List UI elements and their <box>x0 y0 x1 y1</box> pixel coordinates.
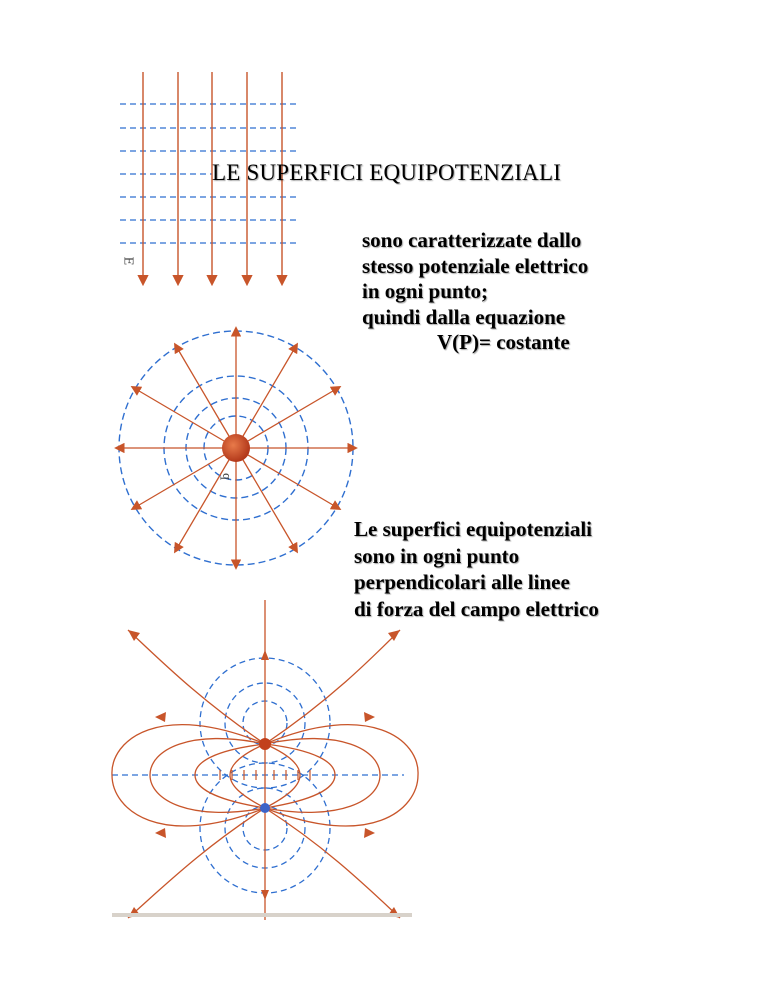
dipole-diagram <box>112 600 418 920</box>
dipole-negative-charge <box>260 803 270 813</box>
property-line-4: di forza del campo elettrico <box>354 596 599 621</box>
property-paragraph <box>354 516 599 622</box>
charge-label-q: q <box>220 472 234 481</box>
definition-line-2: stesso potenziale elettrico <box>362 253 589 278</box>
definition-line-1: sono caratterizzate dallo <box>362 228 582 252</box>
property-line-1: Le superfici equipotenziali <box>354 517 592 541</box>
property-line-3: perpendicolari alle linee <box>354 570 570 594</box>
equation-line: V(P)= costante <box>437 330 570 354</box>
figure-bottom-edge <box>112 913 412 917</box>
field-label-e: E <box>121 256 136 266</box>
definition-paragraph <box>362 228 588 356</box>
dipole-field-lines <box>112 600 418 920</box>
page-title: LE SUPERFICI EQUIPOTENZIALI <box>212 160 562 185</box>
dipole-arrowheads <box>128 630 400 918</box>
point-charge-diagram <box>118 330 354 566</box>
definition-line-3: in ogni punto; <box>362 279 489 303</box>
dipole-equipotentials <box>112 658 404 893</box>
property-line-2: sono in ogni punto <box>354 543 520 568</box>
positive-charge <box>222 434 250 462</box>
dipole-positive-charge <box>259 738 271 750</box>
definition-line-4: quindi dalla equazione <box>362 304 566 329</box>
